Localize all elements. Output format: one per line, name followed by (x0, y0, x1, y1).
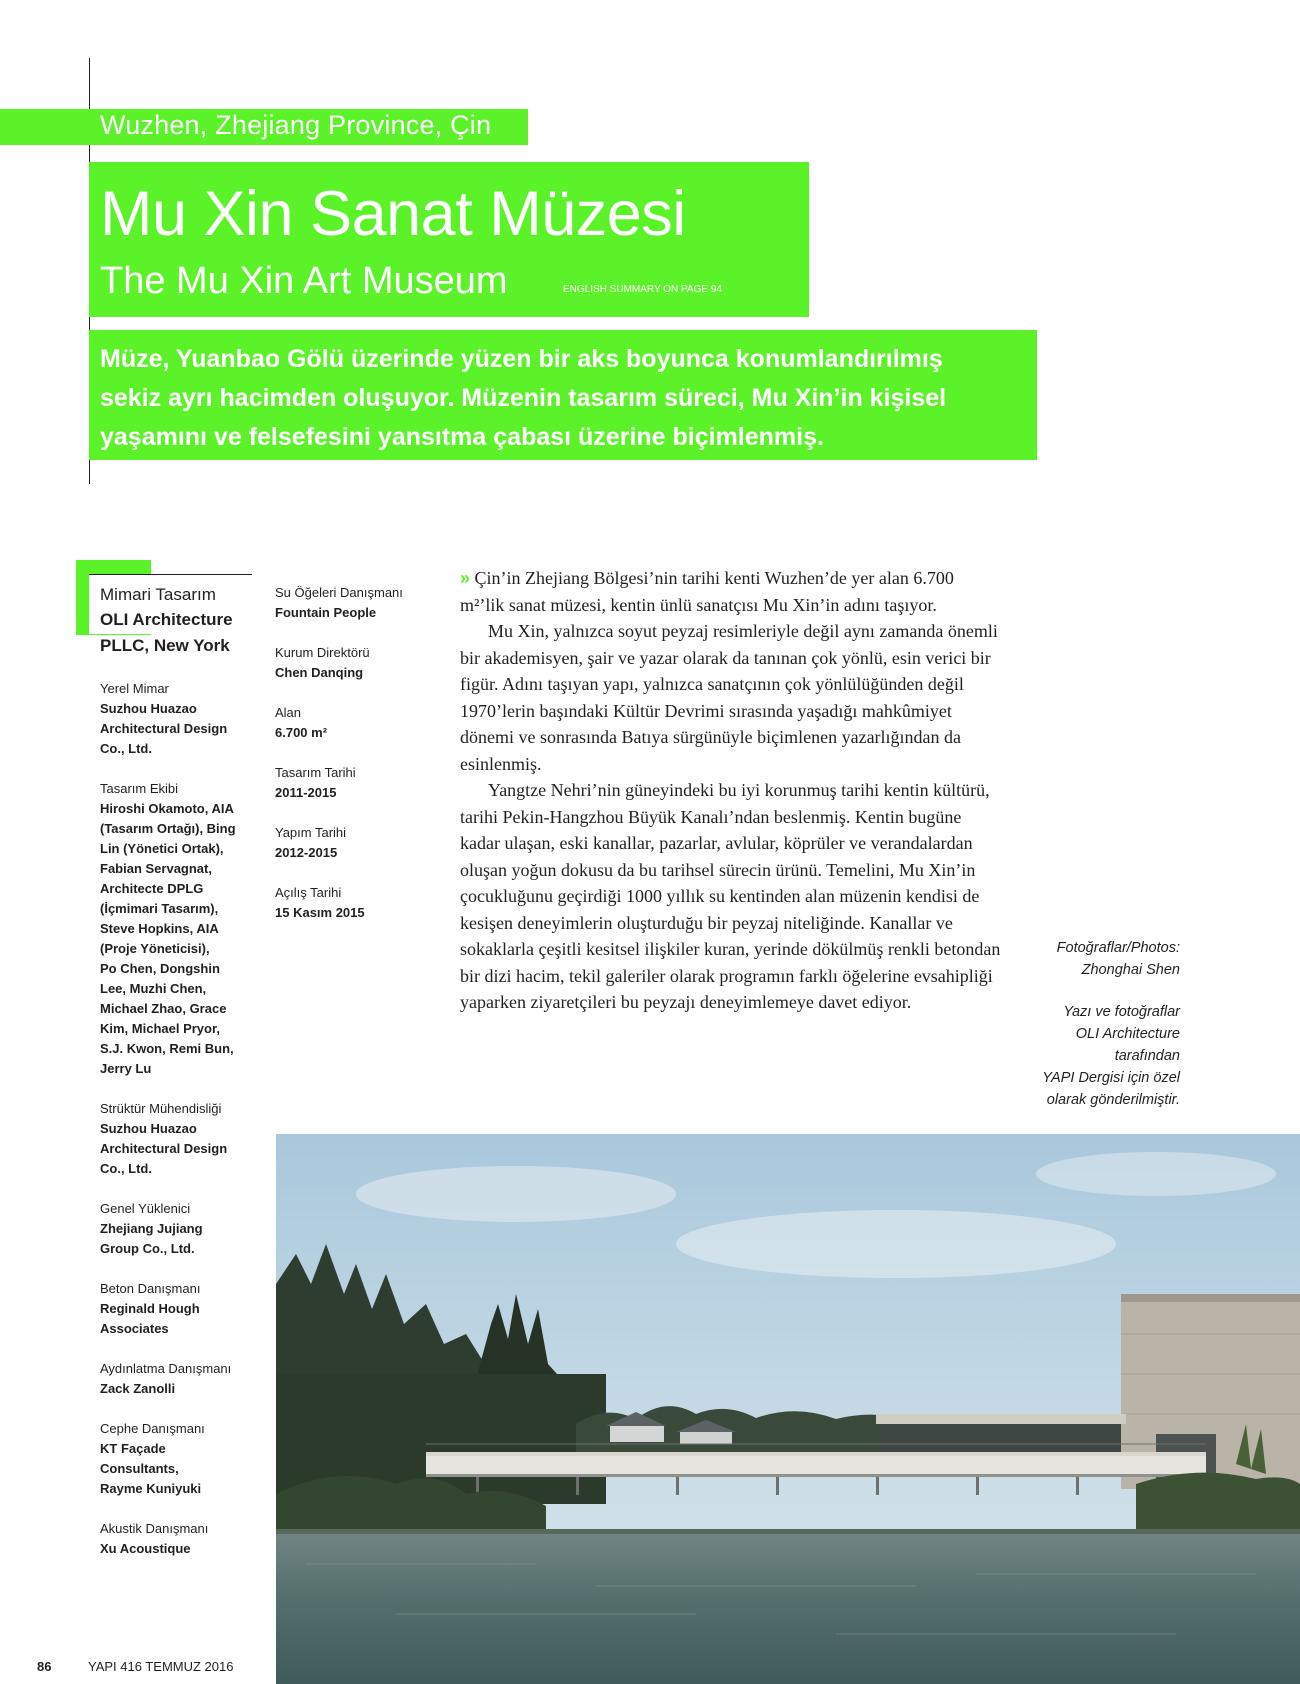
credit-value: Kim, Michael Pryor, (100, 1021, 220, 1036)
credit-value: (Tasarım Ortağı), Bing (100, 821, 236, 836)
credit-label: Aydınlatma Danışmanı (100, 1361, 232, 1376)
credit-value: 15 Kasım 2015 (275, 905, 365, 920)
credit-value: Lee, Muzhi Chen, (100, 981, 207, 996)
credit-label: Yerel Mimar (100, 681, 169, 696)
credit-value: Architectural Design (100, 721, 228, 736)
credit-label: Beton Danışmanı (100, 1281, 201, 1296)
credits-column-1 (100, 583, 250, 1579)
credit-value: 2011-2015 (275, 785, 337, 800)
body-paragraph (460, 565, 1002, 618)
credit-line: Yazı ve fotoğraflar (1063, 1004, 1180, 1020)
location-label: Wuzhen, Zhejiang Province, Çin (100, 110, 492, 140)
body-paragraph: Yangtze Nehri’nin güneyindeki bu iyi korunmuş tarihi kentin kültürü, tarihi Pekin-Hangzhou Büyük Kanalı’ndan beslenmiş. Kentin bugüne kadar ulaşan, eski kanallar, pazarlar, avlular, köprüler ve verandalardan oluşan yoğun dokusu da bu tarihsel sürecin ürünü. Temelini, Mu Xin’in çocukluğunu geçirdiği 1000 yıllık su kentinden alan müzenin kendisi de kesişen deneyimlerin oluşturduğu bir peyzaj niteliğinde. Kanallar ve sokaklarla çeşitli kesitsel ilişkiler kuran, yerinde dökülmüş renkli betondan bir dizi hacim, tekil galeriler olarak programın farklı öğelerine evsahipliği yaparken ziyaretçileri bu peyzajı deneyimlemeye davet ediyor. (460, 780, 1001, 1012)
credit-label: Su Öğeleri Danışmanı (275, 585, 403, 600)
credit-label: Genel Yüklenici (100, 1201, 191, 1216)
page-title: Mu Xin Sanat Müzesi (100, 179, 686, 249)
credit-entry (275, 763, 425, 803)
credit-line: olarak gönderilmiştir. (1046, 1092, 1180, 1108)
photo-credits (1020, 937, 1180, 1111)
credit-entry (100, 679, 250, 759)
credit-line: YAPI Dergisi için özel (1042, 1070, 1180, 1086)
credit-label: Strüktür Mühendisliği (100, 1101, 222, 1116)
credit-value: Co., Ltd. (100, 1161, 152, 1176)
credit-entry (100, 1099, 250, 1179)
credit-value: Xu Acoustique (100, 1541, 191, 1556)
credit-value: (İçmimari Tasarım), (100, 901, 219, 916)
english-summary-note: ENGLISH SUMMARY ON PAGE 94 (563, 284, 722, 295)
credit-value: PLLC, New York (100, 636, 230, 655)
credit-entry (100, 1359, 250, 1399)
credit-value: Hiroshi Okamoto, AIA (100, 801, 234, 816)
credit-value: Consultants, (100, 1461, 179, 1476)
credit-value: Po Chen, Dongshin (100, 961, 220, 976)
credit-value: 2012-2015 (275, 845, 338, 860)
paragraph-marker: » (460, 568, 471, 588)
credit-label: Tasarım Ekibi (100, 781, 179, 796)
credits-rule (89, 574, 252, 575)
credit-entry (275, 583, 425, 623)
lead-line: sekiz ayrı hacimden oluşuyor. Müzenin tasarım süreci, Mu Xin’in kişisel (100, 384, 947, 412)
credit-value: OLI Architecture (100, 610, 233, 629)
credit-entry (100, 1519, 250, 1559)
credit-value: KT Façade (100, 1441, 166, 1456)
credit-value: (Proje Yöneticisi), (100, 941, 210, 956)
credit-label: Alan (275, 705, 302, 720)
page-subtitle: The Mu Xin Art Museum (100, 260, 508, 302)
credit-line: tarafından (1114, 1048, 1180, 1064)
photos-label: Fotoğraflar/Photos: (1056, 940, 1180, 956)
credit-value: Suzhou Huazao (100, 701, 197, 716)
credit-value: Reginald Hough (100, 1301, 200, 1316)
credit-value: Jerry Lu (100, 1061, 152, 1076)
body-paragraph-text: Çin’in Zhejiang Bölgesi’nin tarihi kenti Wuzhen’de yer alan 6.700 m²’lik sanat müzesi, kentin ünlü sanatçısı Mu Xin’in adını taşıyor. (460, 568, 954, 615)
lead-line: yaşamını ve felsefesini yansıtma çabası üzerine biçimlenmiş. (100, 423, 824, 451)
credit-entry (100, 1419, 250, 1499)
credit-value: Rayme Kuniyuki (100, 1481, 202, 1496)
credit-value: Fountain People (275, 605, 377, 620)
credit-label: Kurum Direktörü (275, 645, 370, 660)
credit-value: Zhejiang Jujiang (100, 1221, 203, 1236)
credit-entry (100, 583, 250, 659)
article-body (460, 565, 1002, 1016)
credit-line: OLI Architecture (1075, 1026, 1180, 1042)
credit-label: Cephe Danışmanı (100, 1421, 205, 1436)
credit-entry (275, 883, 425, 923)
credit-value: Chen Danqing (275, 665, 364, 680)
credit-value: Architectural Design (100, 1141, 228, 1156)
credit-entry (275, 703, 425, 743)
body-paragraph: Mu Xin, yalnızca soyut peyzaj resimleriyle değil aynı zamanda önemli bir akademisyen, şair ve yazar olarak da tanınan çok yönlü, esin verici bir figür. Adını taşıyan yapı, yalnızca sanatçının çok yönlülüğünden değil 1970’lerin başındaki Kültür Devrimi sırasında yaşadığı mahkûmiyet dönemi ve sonrasında Batıya sürgünüyle biçimlenen yazarlığından da esinlenmiş. (460, 621, 998, 774)
credit-value: Co., Ltd. (100, 741, 152, 756)
credit-label: Mimari Tasarım (100, 585, 216, 604)
credit-entry (100, 779, 250, 1079)
credit-entry (100, 1279, 250, 1339)
lead-paragraph (100, 340, 1030, 457)
credits-column-2 (275, 583, 425, 943)
credit-value: Group Co., Ltd. (100, 1241, 195, 1256)
credit-value: Steve Hopkins, AIA (100, 921, 219, 936)
credit-entry (275, 643, 425, 683)
credit-label: Tasarım Tarihi (275, 765, 356, 780)
credit-value: 6.700 m² (275, 725, 328, 740)
page-number: 86 (37, 1659, 52, 1674)
credit-value: Zack Zanolli (100, 1381, 176, 1396)
credit-label: Akustik Danışmanı (100, 1521, 209, 1536)
photographer-name: Zhonghai Shen (1081, 962, 1180, 978)
museum-photo (276, 1134, 1300, 1684)
credit-value: Fabian Servagnat, (100, 861, 212, 876)
credit-value: Lin (Yönetici Ortak), (100, 841, 224, 856)
credit-value: Associates (100, 1321, 169, 1336)
credit-value: S.J. Kwon, Remi Bun, (100, 1041, 234, 1056)
credit-label: Yapım Tarihi (275, 825, 347, 840)
credit-entry (100, 1199, 250, 1259)
credit-value: Architecte DPLG (100, 881, 204, 896)
credit-value: Michael Zhao, Grace (100, 1001, 227, 1016)
credit-label: Açılış Tarihi (275, 885, 342, 900)
journal-footer: YAPI 416 TEMMUZ 2016 (88, 1659, 234, 1674)
credit-entry (275, 823, 425, 863)
credit-value: Suzhou Huazao (100, 1121, 197, 1136)
lead-line: Müze, Yuanbao Gölü üzerinde yüzen bir aks boyunca konumlandırılmış (100, 345, 943, 373)
